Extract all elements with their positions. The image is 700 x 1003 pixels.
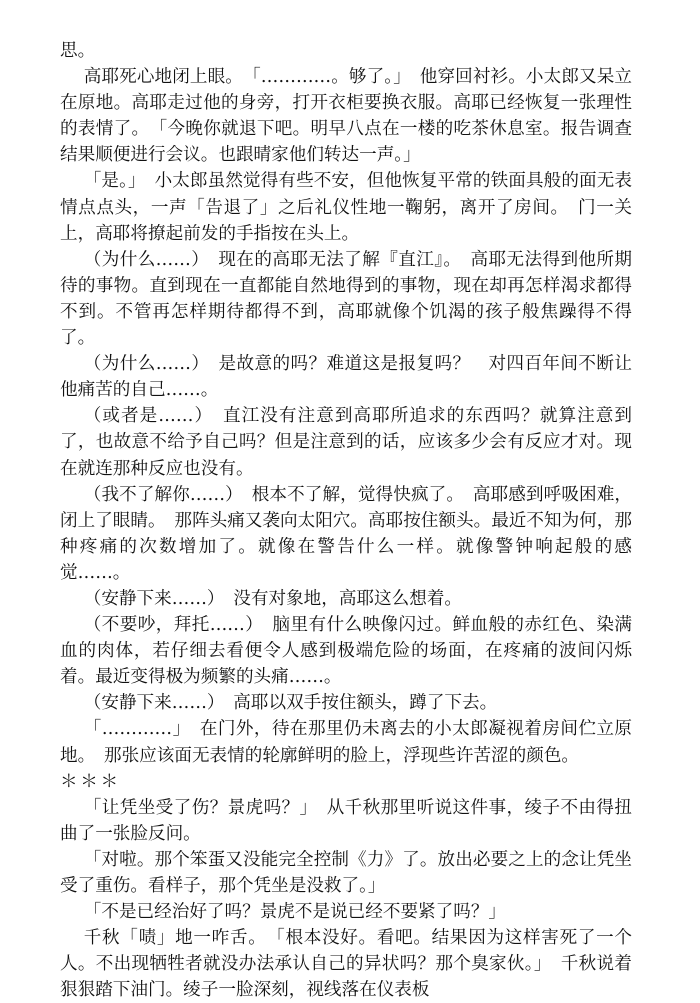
paragraph-8: （安静下来……） 没有对象地，高耶这么想着。 (83, 588, 463, 609)
paragraph-6: （或者是……） 直江没有注意到高耶所追求的东西吗？就算注意到了，也故意不给予自己吗？但是注意到的话，应该多少会有反应才对。现在就连那种反应也没有。 (60, 406, 632, 479)
paragraph-9: （不要吵，拜托……） 脑里有什么映像闪过。鲜血般的赤红色、染满血的肉体，若仔细去看便令人感到极端危险的场面，在疼痛的波间闪烁着。最近变得极为频繁的头痛……。 (60, 615, 632, 688)
paragraph-10: （安静下来……） 高耶以双手按住额头，蹲了下去。 (83, 693, 498, 714)
paragraph-5: （为什么……） 是故意的吗？难道这是报复吗？ 对四百年间不断让他痛苦的自己……。 (60, 354, 632, 401)
document-page (60, 38, 632, 1003)
paragraph-3: 「是。」 小太郎虽然觉得有些不安，但他恢复平常的铁面具般的面无表情点点头，一声「告退了」之后礼仪性地一鞠躬，离开了房间。 门一关上，高耶将撩起前发的手指按在头上。 (60, 171, 632, 244)
paragraph-4: （为什么……） 现在的高耶无法了解『直江』。 高耶无法得到他所期待的事物。直到现在一直都能自然地得到的事物，现在却再怎样渴求都得不到。不管再怎样期待都得不到，高耶就像个饥渴的孩子般焦躁得不得了。 (60, 249, 632, 349)
paragraph-2: 高耶死心地闭上眼。 「…………。够了。」 他穿回衬衫。小太郎又呆立在原地。高耶走过他的身旁，打开衣柜要换衣服。高耶已经恢复一张理性的表情了。 「今晚你就退下吧。明早八点在一楼的吃茶休息室。报告调查结果顺便进行会议。也跟晴家他们转达一声。」 (60, 67, 632, 166)
paragraph-14: 「不是已经治好了吗？景虎不是说已经不要紧了吗？」 (83, 902, 507, 923)
paragraph-13: 「对啦。那个笨蛋又没能完全控制《力》了。放出必要之上的念让凭坐受了重伤。看样子，那个凭坐是没救了。」 (60, 849, 632, 896)
paragraph-7: （我不了解你……） 根本不了解，觉得快疯了。 高耶感到呼吸困难，闭上了眼睛。 那阵头痛又袭向太阳穴。高耶按住额头。最近不知为何，那种疼痛的次数增加了。就像在警告什么一样。就像警钟响起般的感觉……。 (60, 484, 632, 583)
paragraph-12: 「让凭坐受了伤？景虎吗？」 从千秋那里听说这件事，绫子不由得扭曲了一张脸反问。 (60, 797, 632, 844)
paragraph-1: 思。 (60, 41, 96, 61)
paragraph-11: 「…………」 在门外，待在那里仍未离去的小太郎凝视着房间伫立原地。 那张应该面无表情的轮廓鲜明的脸上，浮现些许苦涩的颜色。 (60, 719, 632, 766)
section-separator: ＊＊＊ (60, 771, 121, 792)
paragraph-15: 千秋「啧」地一咋舌。 「根本没好。看吧。结果因为这样害死了一个人。不出现牺牲者就没办法承认自己的异状吗？那个臭家伙。」 千秋说着狠狠踏下油门。绫子一脸深刻，视线落在仪表板 (60, 928, 632, 1001)
